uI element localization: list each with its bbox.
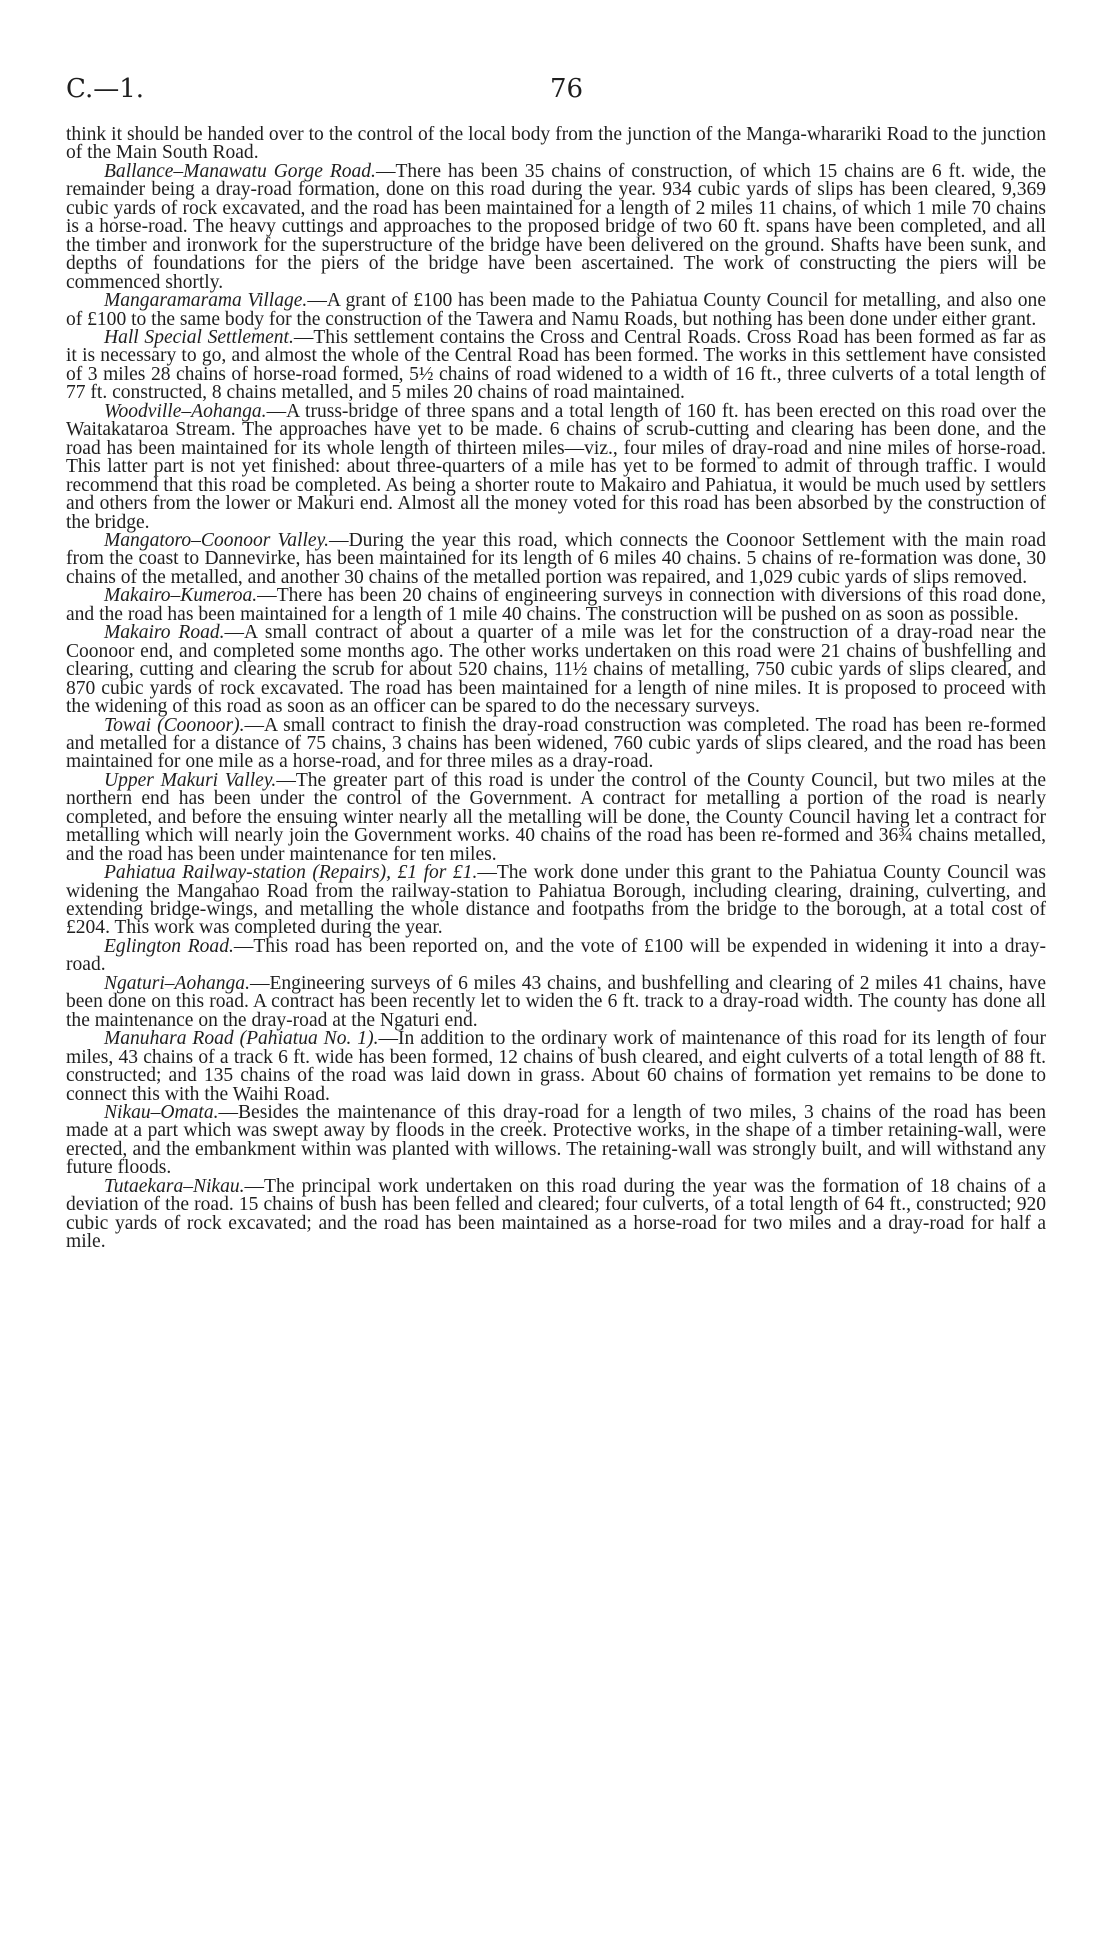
paragraph-upper-makuri-valley [66,769,1046,865]
paragraph-ballance-manawatu-gorge-road [66,160,1046,293]
paragraph-hall-special-settlement [66,326,1046,404]
paragraph-text: —There has been 35 chains of construction, of which 15 chains are 6 ft. wide, the remainder being a dray-road formation, done on this road during the year. 934 cubic yards of slips has been cleared, 9,369 cubic yards of rock excavated, and the road has been maintained for a length of 2 miles 11 chains, of which 1 mile 70 chains is a horse-road. The heavy cuttings and approaches to the proposed bridge of two 60 ft. spans have been completed, and all the timber and ironwork for the superstructure of the bridge have been delivered on the ground. Shafts have been sunk, and depths of foundations for the piers of the bridge have been ascertained. The work of constructing the piers will be commenced shortly. [66,160,1046,293]
paragraph-mangatoro-coonoor-valley [66,529,1046,588]
paragraph-continuation [66,126,1046,163]
paragraph-eglington-road [66,935,1046,976]
paragraph-heading: Ballance–Manawatu Gorge Road. [104,160,376,182]
paragraph-text: —There has been 20 chains of engineering surveys in connection with diversions of this road done, and the road has been maintained for a length of 1 mile 40 chains. The construction will be pushed on as soon as possible. [66,585,1046,625]
paragraph-heading: Eglington Road. [104,935,234,957]
paragraph-tutaekara-nikau [66,1175,1046,1252]
page-header [66,72,1054,106]
paragraph-text: —The greater part of this road is under the control of the County Council, but two miles at the northern end has been under the control of the Government. A contract for metalling a portion of the road is nearly completed, and before the ensuing winter nearly all the metalling will be done, the County Council having let a contract for metalling which will nearly join the Government works. 40 chains of the road has been re-formed and 36¾ chains metalled, and the road has been under maintenance for ten miles. [66,769,1046,865]
paragraph-heading: Manuhara Road (Pahiatua No. 1). [104,1028,379,1050]
paragraph-heading: Hall Special Settlement. [104,326,294,348]
paragraph-heading: Mangaramarama Village. [104,290,308,312]
paragraph-text: —A small contract of about a quarter of a mile was let for the construction of a dray-road near the Coonoor end, and completed some months ago. The other works undertaken on this road were 21 chains of bushfelling and clearing, cutting and clearing the scrub for about 520 chains, 11½ chains of metalling, 750 cubic yards of slips cleared, and 870 cubic yards of rock excavated. The road has been maintained for a length of nine miles. It is proposed to proceed with the widening of this road as soon as an officer can be spared to do the necessary surveys. [66,622,1046,718]
paragraph-heading: Ngaturi–Aohanga. [104,972,250,994]
paragraph-heading: Towai (Coonoor). [104,714,245,736]
paragraph-text: —A grant of £100 has been made to the Pahiatua County Council for metalling, and also one of £100 to the same body for the construction of the Tawera and Namu Roads, but nothing has been done under either grant. [66,290,1046,330]
paragraph-pahiatua-railway-station [66,864,1046,938]
paragraph-nikau-omata [66,1104,1046,1178]
paragraph-manuhara-road [66,1030,1046,1104]
paragraph-text: —This settlement contains the Cross and Central Roads. Cross Road has been formed as far as it is necessary to go, and almost the whole of the Central Road has been formed. The works in this settlement have consisted of 3 miles 28 chains of horse-road formed, 5½ chains of road widened to a width of 16 ft., three culverts of a total length of 77 ft. constructed, 8 chains metalled, and 5 miles 20 chains of road maintained. [66,326,1046,404]
paragraph-woodville-aohanga [66,400,1046,533]
paragraph-text: —The principal work undertaken on this road during the year was the formation of 18 chains of a deviation of the road. 15 chains of bush has been felled and cleared; four culverts, of a total length of 64 ft., constructed; 920 cubic yards of rock excavated; and the road has been maintained as a horse-road for two miles and a dray-road for half a mile. [66,1175,1046,1252]
report-body [66,126,1046,1252]
paragraph-towai-coonoor [66,714,1046,773]
paragraph-text: —This road has been reported on, and the vote of £100 will be expended in widening it into a dray-road. [66,935,1046,976]
paragraph-text: think it should be handed over to the control of the local body from the junction of the Manga-whararikі Road to the junction of the Main South Road. [66,126,1046,164]
paragraph-mangaramarama-village [66,292,1046,329]
page-number: 76 [550,74,584,104]
paragraph-text: —A truss-bridge of three spans and a total length of 160 ft. has been erected on this road over the Waitakataroa Stream. The approaches have yet to be made. 6 chains of scrub-cutting and clearing has been done, and the road has been maintained for its whole length of thirteen miles—viz., four miles of dray-road and nine miles of horse-road. This latter part is not yet finished: about three-quarters of a mile has yet to be formed to admit of through traffic. I would recommend that this road be completed. As being a shorter route to Makairo and Pahiatua, it would be much used by settlers and others from the lower or Makuri end. Almost all the money voted for this road has been absorbed by the construction of the bridge. [66,400,1046,533]
paragraph-makairo-kumeroa [66,587,1046,624]
paragraph-text: —The work done under this grant to the Pahiatua County Council was widening the Mangahao Road from the railway-station to Pahiatua Borough, including clearing, draining, culverting, and extending bridge-wings, and metalling the whole distance and footpaths from the bridge to the borough, at a total cost of £204. This work was completed during the year. [66,862,1046,939]
paragraph-heading: Woodville–Aohanga. [104,400,267,422]
paragraph-heading: Pahiatua Railway-station (Repairs), £1 for £1. [104,862,478,884]
paragraph-heading: Tutaekara–Nikau. [104,1175,245,1197]
paragraph-makairo-road [66,624,1046,716]
paragraph-heading: Upper Makuri Valley. [104,769,277,791]
paragraph-heading: Makairo Road. [104,622,225,644]
paragraph-heading: Mangatoro–Coonoor Valley. [104,529,330,551]
paragraph-heading: Makairo–Kumeroa. [104,585,258,607]
paragraph-heading: Nikau–Omata. [104,1102,219,1124]
paragraph-text: —A small contract to finish the dray-road construction was completed. The road has been re-formed and metalled for a distance of 75 chains, 3 chains has been widened, 760 cubic yards of slips cleared, and the road has been maintained for one mile as a horse-road, and for three miles as a dray-road. [66,714,1046,773]
paragraph-text: —In addition to the ordinary work of maintenance of this road for its length of four miles, 43 chains of a track 6 ft. wide has been formed, 12 chains of bush cleared, and eight culverts of a total length of 88 ft. constructed; and 135 chains of the road was laid down in grass. About 60 chains of formation yet remains to be done to connect this with the Waihi Road. [66,1028,1046,1105]
document-reference: C.—1. [66,74,145,104]
paragraph-text: —Engineering surveys of 6 miles 43 chains, and bushfelling and clearing of 2 miles 41 chains, have been done on this road. A contract has been recently let to widen the 6 ft. track to a dray-road width. The county has done all the maintenance on the dray-road at the Ngaturi end. [66,972,1046,1031]
paragraph-ngaturi-aohanga [66,972,1046,1031]
paragraph-text: —During the year this road, which connects the Coonoor Settlement with the main road from the coast to Dannevirke, has been maintained for its length of 6 miles 40 chains. 5 chains of re-formation was done, 30 chains of the metalled, and another 30 chains of the metalled portion was repaired, and 1,029 cubic yards of slips removed. [66,529,1046,588]
paragraph-text: —Besides the maintenance of this dray-road for a length of two miles, 3 chains of the road has been made at a part which was swept away by floods in the creek. Protective works, in the shape of a timber retaining-wall, were erected, and the embankment within was planted with willows. The retaining-wall was strongly built, and will withstand any future floods. [66,1102,1046,1179]
